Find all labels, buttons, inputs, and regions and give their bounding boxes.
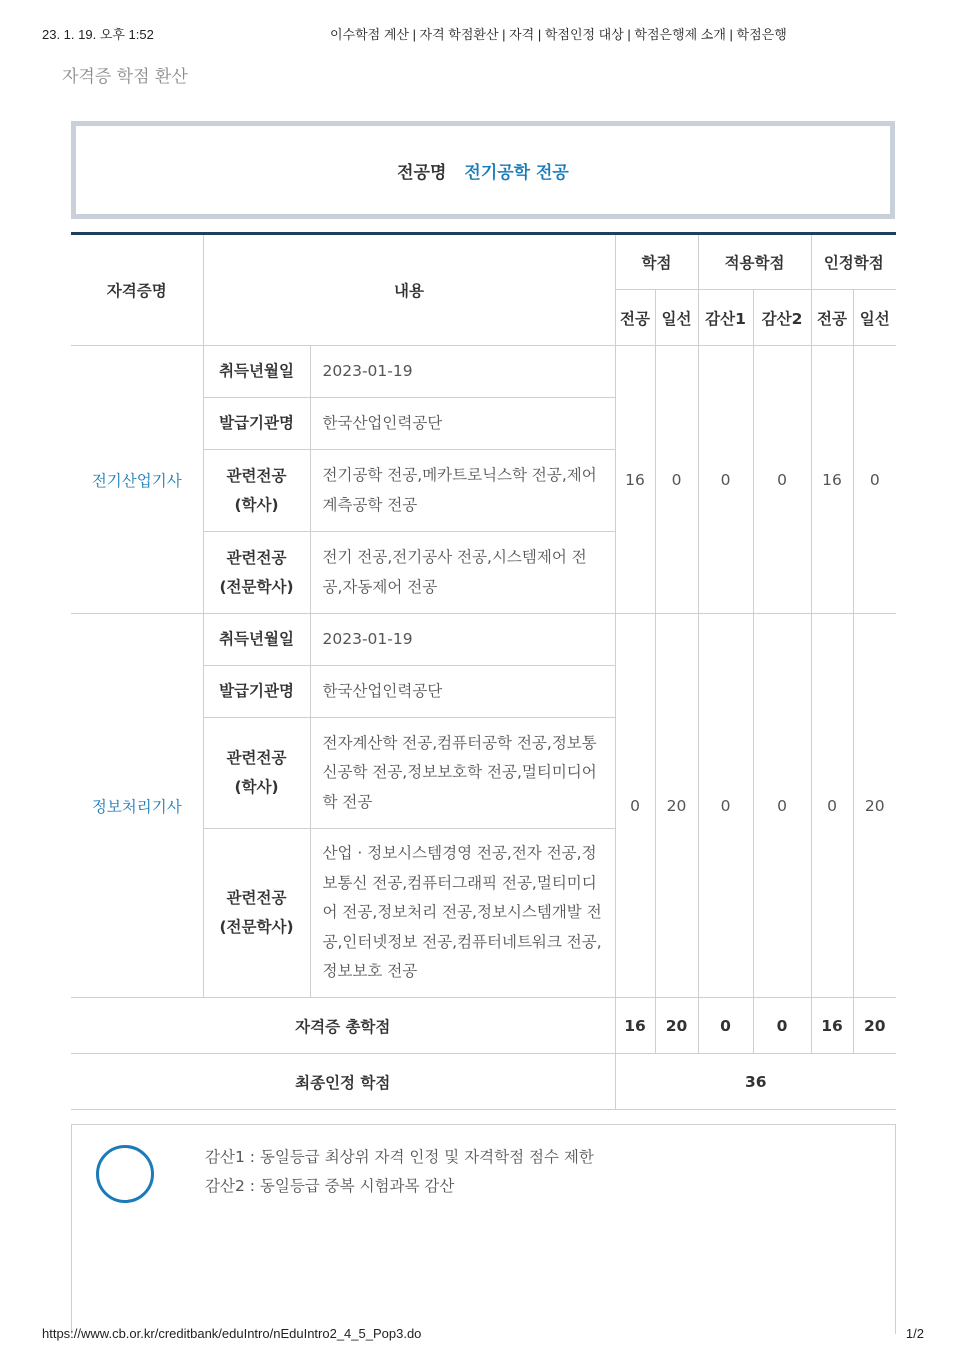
row-label: 관련전공 (학사) [203, 718, 310, 829]
credit-general: 20 [655, 614, 698, 998]
print-header [42, 24, 924, 44]
total-label: 자격증 총학점 [71, 998, 615, 1054]
total-deduct2: 0 [753, 998, 811, 1054]
total-row [71, 998, 896, 1054]
subheader-credit-major: 전공 [615, 290, 655, 346]
major-box [71, 121, 895, 219]
major-label: 전공명 [397, 162, 447, 183]
recognized-major: 0 [811, 614, 853, 998]
credit-general: 0 [655, 346, 698, 614]
subheader-recognized-general: 일선 [853, 290, 896, 346]
page-title: 자격증 학점 환산 [62, 67, 188, 87]
deduct1: 0 [698, 614, 753, 998]
total-deduct1: 0 [698, 998, 753, 1054]
subheader-recognized-major: 전공 [811, 290, 853, 346]
recognized-general: 20 [853, 614, 896, 998]
row-value: 전기공학 전공,메카트로닉스학 전공,제어계측공학 전공 [310, 450, 615, 532]
final-label: 최종인정 학점 [71, 1054, 615, 1110]
table-row [71, 346, 896, 398]
row-label: 관련전공 (전문학사) [203, 829, 310, 998]
row-value: 전기 전공,전기공사 전공,시스템제어 전공,자동제어 전공 [310, 532, 615, 614]
header-cert-name: 자격증명 [71, 234, 203, 346]
deduct2: 0 [753, 614, 811, 998]
recognized-major: 16 [811, 346, 853, 614]
recognized-general: 0 [853, 346, 896, 614]
credit-major: 0 [615, 614, 655, 998]
total-credit-general: 20 [655, 998, 698, 1054]
row-label: 관련전공 (전문학사) [203, 532, 310, 614]
credit-major: 16 [615, 346, 655, 614]
major-value: 전기공학 전공 [464, 162, 569, 183]
total-credit-major: 16 [615, 998, 655, 1054]
print-footer [42, 1326, 924, 1346]
note-deduct2: 감산2 : 동일등급 중복 시험과목 감산 [205, 1177, 455, 1195]
header-credit: 학점 [615, 234, 698, 290]
row-value: 전자계산학 전공,컴퓨터공학 전공,정보통신공학 전공,정보보호학 전공,멀티미디어학 전공 [310, 718, 615, 829]
row-label: 발급기관명 [203, 398, 310, 450]
final-value: 36 [615, 1054, 896, 1110]
total-recognized-major: 16 [811, 998, 853, 1054]
final-row [71, 1054, 896, 1110]
print-page-number: 1/2 [905, 1326, 924, 1341]
row-value: 한국산업인력공단 [310, 398, 615, 450]
deduct1: 0 [698, 346, 753, 614]
row-label: 취득년월일 [203, 346, 310, 398]
print-datetime: 23. 1. 19. 오후 1:52 [42, 27, 154, 42]
row-value: 2023-01-19 [310, 614, 615, 666]
row-label: 관련전공 (학사) [203, 450, 310, 532]
cert-name: 전기산업기사 [71, 346, 203, 614]
row-value: 산업 · 정보시스템경영 전공,전자 전공,정보통신 전공,컴퓨터그래픽 전공,멀티미디어 전공,정보처리 전공,정보시스템개발 전공,인터넷정보 전공,컴퓨터네트워크 전공,정보보호 전공 [310, 829, 615, 998]
note-deduct1: 감산1 : 동일등급 최상위 자격 인정 및 자격학점 점수 제한 [205, 1148, 594, 1166]
print-url: https://www.cb.or.kr/creditbank/eduIntro/nEduIntro2_4_5_Pop3.do [42, 1326, 422, 1341]
deduct2: 0 [753, 346, 811, 614]
note-lines [205, 1143, 594, 1201]
row-value: 2023-01-19 [310, 346, 615, 398]
header-row [71, 234, 896, 290]
print-page-title: 이수학점 계산 | 자격 학점환산 | 자격 | 학점인정 대상 | 학점은행제 소개 | 학점은행 [330, 27, 787, 42]
total-recognized-general: 20 [853, 998, 896, 1054]
table-row [71, 614, 896, 666]
row-label: 취득년월일 [203, 614, 310, 666]
subheader-deduct2: 감산2 [753, 290, 811, 346]
subheader-deduct1: 감산1 [698, 290, 753, 346]
subheader-credit-general: 일선 [655, 290, 698, 346]
header-content: 내용 [203, 234, 615, 346]
header-recognized-credit: 인정학점 [811, 234, 896, 290]
row-value: 한국산업인력공단 [310, 666, 615, 718]
note-box [71, 1124, 896, 1334]
credit-table [71, 232, 896, 1110]
circle-icon [96, 1145, 154, 1203]
header-applied-credit: 적용학점 [698, 234, 811, 290]
row-label: 발급기관명 [203, 666, 310, 718]
cert-name: 정보처리기사 [71, 614, 203, 998]
